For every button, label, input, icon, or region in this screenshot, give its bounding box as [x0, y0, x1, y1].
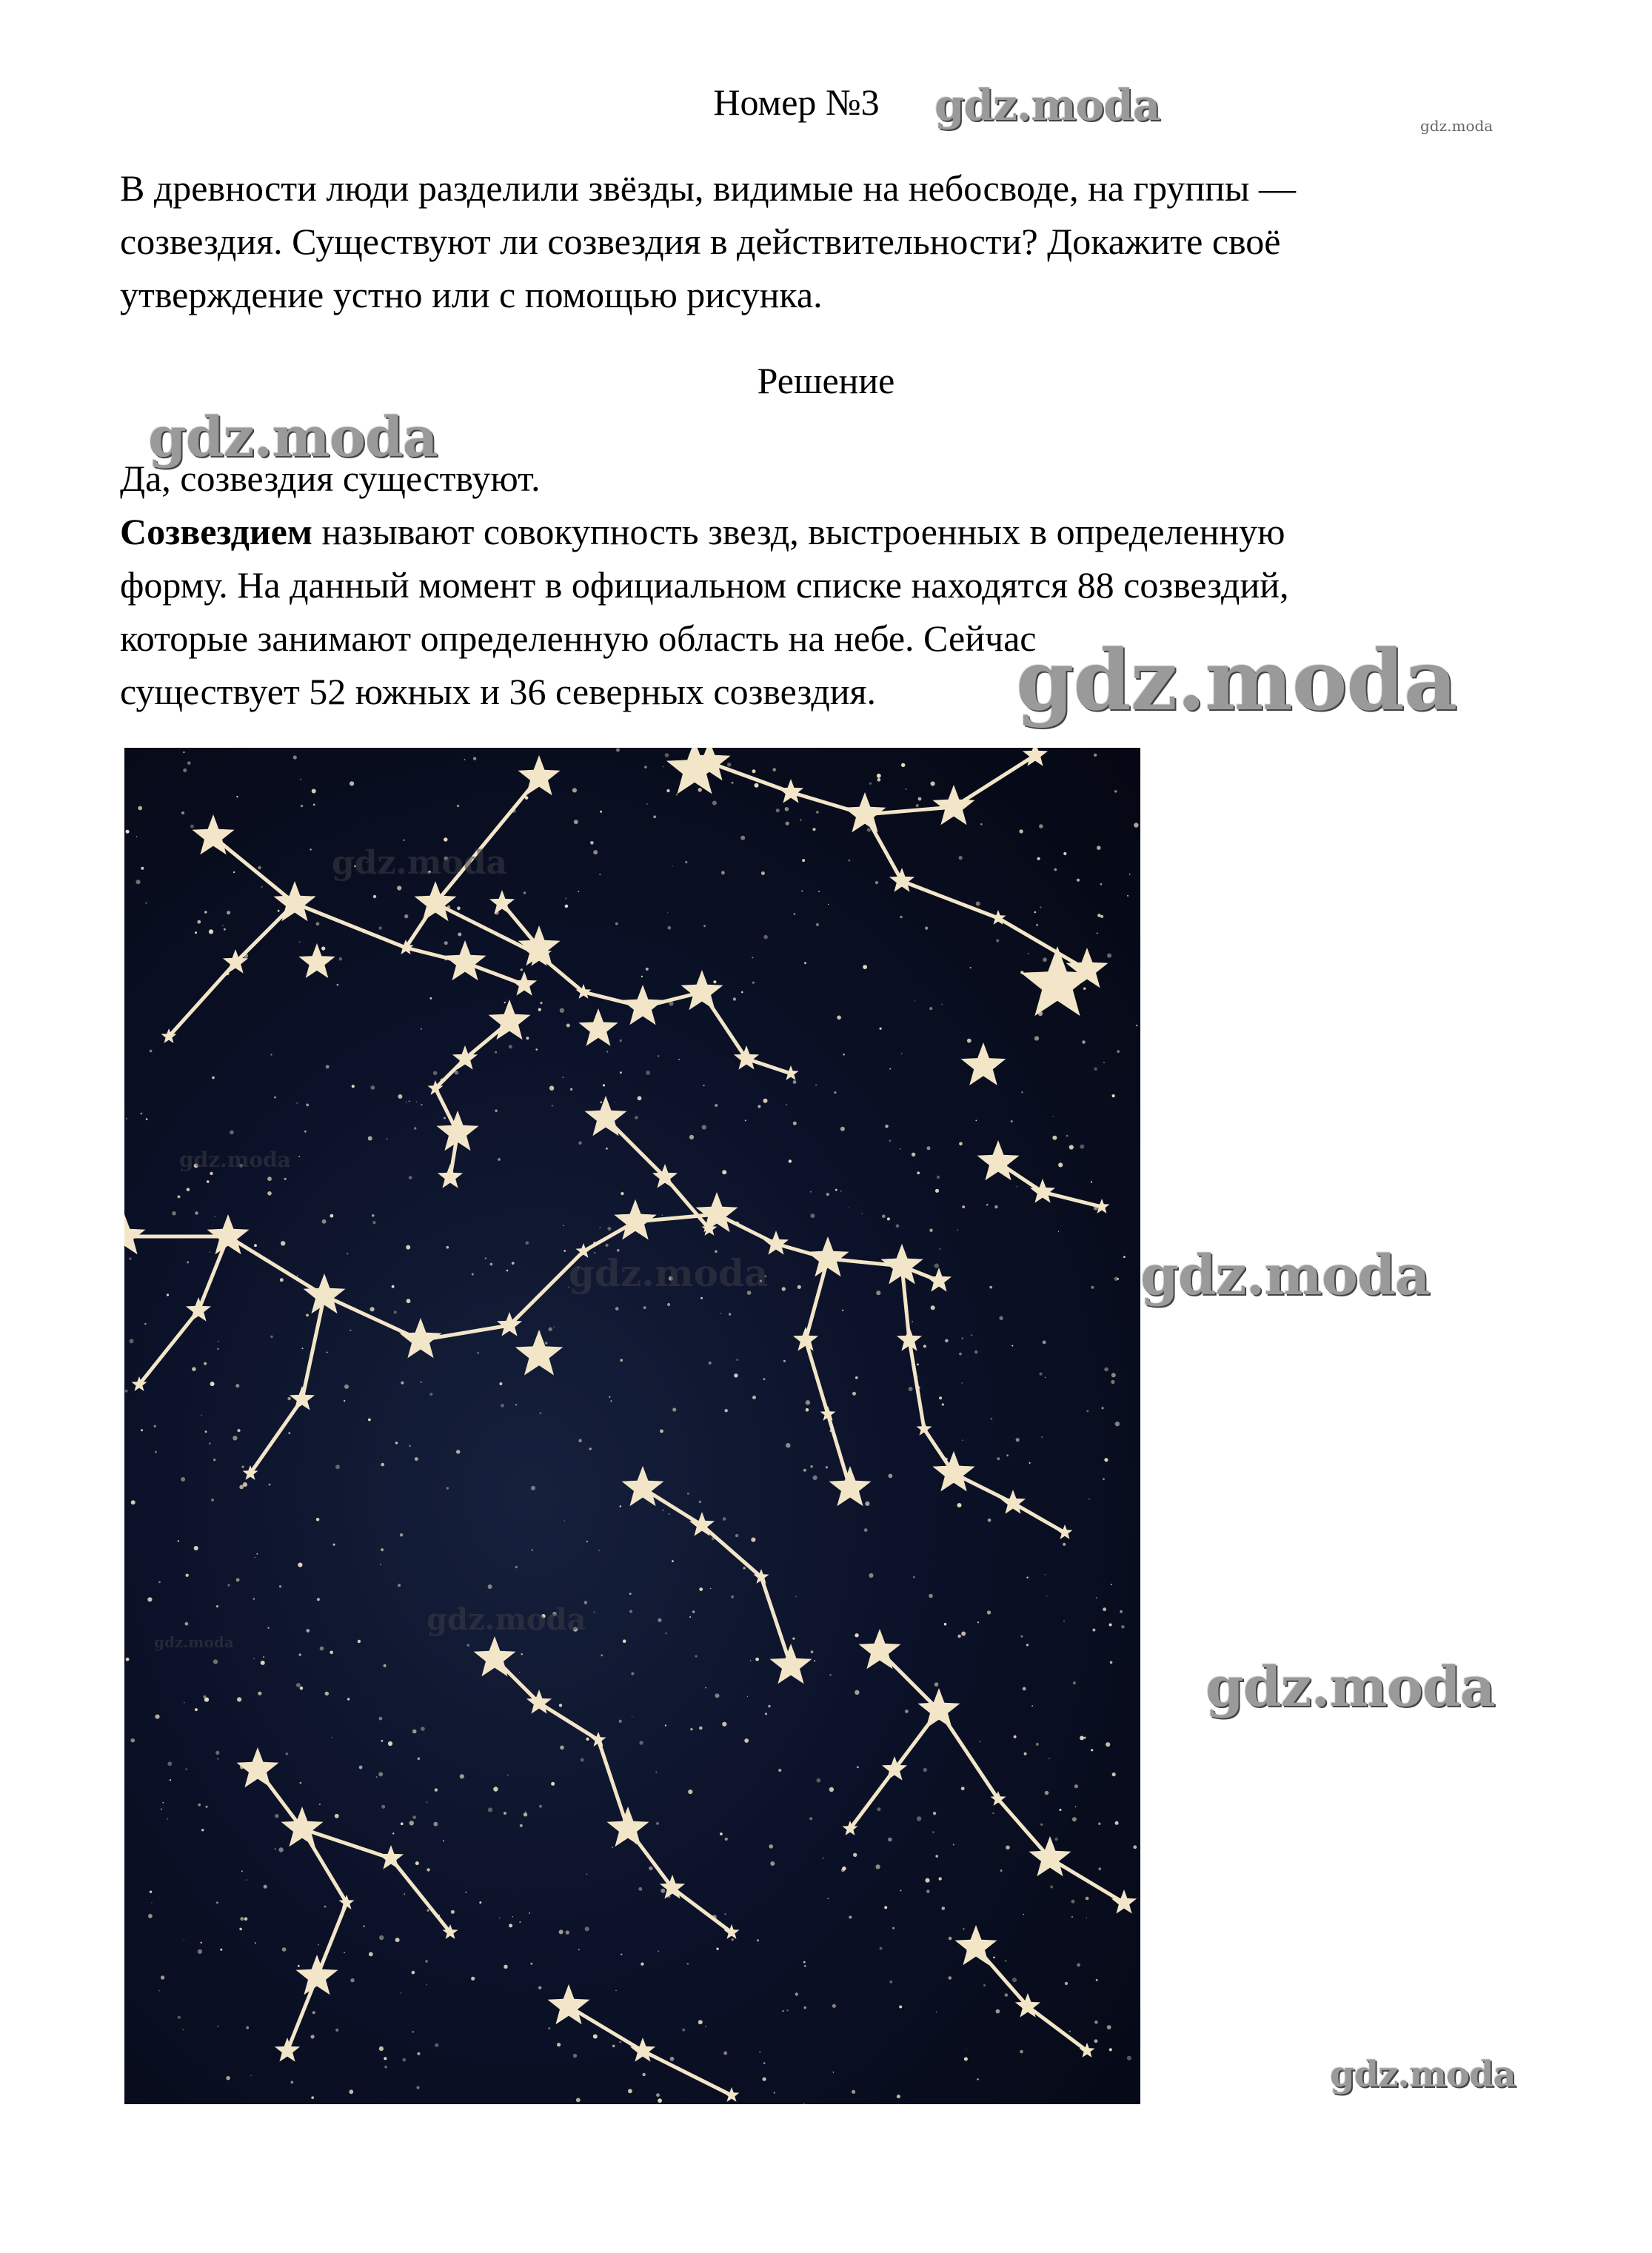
star-icon: [889, 868, 914, 892]
star-icon: [859, 1629, 901, 1669]
star-icon: [512, 971, 537, 996]
star-icon: [275, 2038, 300, 2062]
star-icon: [917, 1421, 932, 1436]
watermark: gdz.moda: [569, 1251, 769, 1295]
star-icon: [770, 1644, 812, 1684]
star-icon: [444, 940, 486, 980]
star-icon: [290, 1386, 315, 1410]
watermark-small: gdz.moda: [1420, 117, 1494, 135]
star-icon: [681, 970, 723, 1010]
watermark: gdz.moda: [332, 844, 508, 882]
star-icon: [807, 1236, 849, 1276]
star-icon: [548, 1984, 590, 2024]
star-icon: [1094, 1199, 1110, 1213]
answer-line: Да, созвездия существуют.: [120, 458, 541, 499]
star-icon: [437, 1111, 479, 1151]
constellation-image: [124, 748, 1140, 2104]
watermark: gdz.moda: [1140, 1244, 1430, 1308]
question-line: утверждение устно или с помощью рисунка.: [120, 274, 823, 315]
star-icon: [778, 779, 803, 803]
star-icon: [378, 1845, 404, 1869]
star-icon: [585, 1096, 627, 1136]
star-icon: [304, 1273, 346, 1313]
star-icon: [1021, 946, 1094, 1016]
star-icon: [298, 943, 335, 978]
star-icon: [933, 1451, 975, 1491]
star-icon: [474, 1636, 516, 1676]
star-icon: [518, 755, 561, 795]
star-icon: [724, 2087, 740, 2102]
definition-line: которые занимают определенную область на небе. Сейчас: [120, 617, 1037, 659]
star-icon: [607, 1807, 649, 1847]
star-icon: [207, 1214, 250, 1254]
watermark: gdz.moda: [1330, 2054, 1516, 2095]
star-icon: [124, 1214, 146, 1254]
star-icon: [296, 1955, 338, 1995]
star-icon: [734, 1045, 759, 1070]
star-icon: [281, 1807, 324, 1847]
solution-heading: Решение: [757, 360, 895, 401]
star-icon: [622, 985, 664, 1025]
star-icon: [1030, 1179, 1055, 1203]
problem-number: Номер №3: [713, 81, 880, 123]
star-icon: [926, 1268, 952, 1292]
star-icon: [186, 1297, 211, 1322]
star-icon: [1057, 1524, 1073, 1539]
star-icon: [400, 1318, 442, 1358]
definition-line: форму. На данный момент в официальном списке находятся 88 созвездий,: [120, 564, 1289, 606]
watermark: gdz.moda: [154, 1633, 234, 1651]
question-line: созвездия. Существуют ли созвездия в действительности? Докажите своё: [120, 221, 1281, 262]
definition-line: существует 52 южных и 36 северных созвездия.: [120, 671, 877, 712]
star-icon: [515, 1330, 564, 1376]
definition-line: Созвездием называют совокупность звезд, выстроенных в определенную: [120, 511, 1285, 552]
star-icon: [274, 881, 316, 921]
watermark: gdz.moda: [934, 80, 1160, 130]
star-icon: [622, 1466, 664, 1506]
star-icon: [829, 1466, 872, 1506]
star-icon: [1023, 748, 1048, 766]
watermark: gdz.moda: [179, 1148, 291, 1172]
star-icon: [438, 1164, 463, 1188]
star-icon: [955, 1925, 997, 1965]
definition-term: Созвездием: [120, 511, 312, 552]
watermark: gdz.moda: [1205, 1656, 1495, 1719]
question-text: [120, 161, 1571, 321]
star-icon: [793, 1327, 818, 1351]
watermark: gdz.moda: [148, 406, 438, 469]
star-icon: [961, 1042, 1006, 1085]
watermark: gdz.moda: [427, 1602, 586, 1637]
page-title: [0, 78, 1652, 126]
star-icon: [489, 890, 515, 914]
star-icon: [615, 1199, 657, 1239]
watermark: gdz.moda: [1016, 632, 1457, 729]
star-icon: [237, 1747, 279, 1787]
star-icon: [578, 1008, 618, 1046]
star-map: [124, 748, 1140, 2104]
question-line: В древности люди разделили звёзды, видимые на небосводе, на группы —: [120, 167, 1297, 209]
star-icon: [783, 1065, 799, 1080]
star-icon: [696, 1192, 738, 1232]
star-icon: [933, 785, 975, 825]
star-icon: [630, 2038, 655, 2062]
star-icon: [1111, 1889, 1137, 1914]
star-icon: [844, 792, 886, 832]
